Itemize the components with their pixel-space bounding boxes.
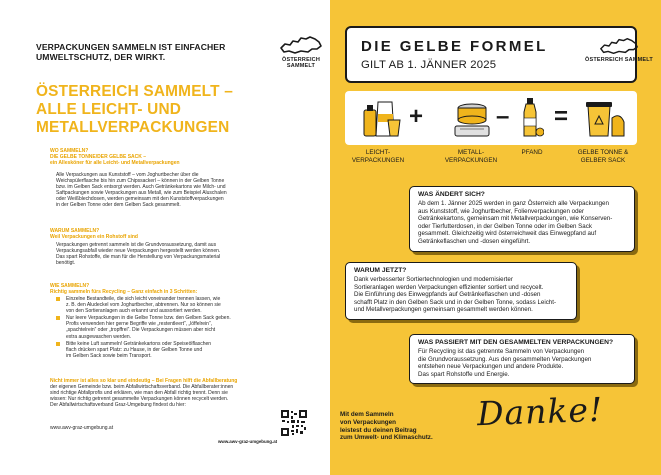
section-abfallberatung: Nicht immer ist alles so klar und eindeutig – Bei Fragen hilft die Abfallberatung der eigenen Gemeinde bzw. beim Abfallwirtschaftsverband. Die Abfallberater:innen sind richtige Abfallprofis und erklären, wie man den Abfall richtig trennt. Denn sie wissen: Nur richtig getrennt gesammelte Verpackungen können recycelt werden. Der Abfallwirtschaftsverband Graz-Umgebung findest du hier: [50,378,238,409]
section-warum-sammeln: WARUM SAMMELN? Weil Verpackungen ein Rohstoff sind [50,228,138,241]
website-link[interactable]: www.awv-graz-umgebung.at [50,425,114,431]
info-box-warum-jetzt: WARUM JETZT? Dank verbesserter Sortiertechnologien und modernisierter Sortieranlagen werden Verpackungen effizienter sortiert und recycelt. Die Einführung des Einwegpfands auf Getränkeflaschen und -dosen schafft Platz in den Gelben Sack und in der Gelben Tonne, sodass Leicht- und Metallverpackungen gemeinsam gesammelt werden können. [345,262,577,320]
plus-operator: + [409,103,424,130]
formula-label-tonne: GELBE TONNE & GELBER SACK [577,149,629,164]
section-wo-sammeln: WO SAMMELN? DIE GELBE TONNE/DER GELBE SACK – ein Allesköner für alle Leicht- und Metallverpackungen [50,148,180,167]
list-item: Nur leere Verpackungen in die Gelbe Tonne bzw. den Gelben Sack geben. Profis verwenden hier gerne Begriffe wie „restentleert“, „löffelrein“, „spachtelrein“ oder „tropffrei“. Die Verpackungen müssen aber nicht extra ausgewaschen werden. [56,315,306,339]
oesterreich-sammelt-logo: ÖSTERREICH SAMMELT [272,34,330,69]
tagline: VERPACKUNGEN SAMMELN IST EINFACHER UMWELTSCHUTZ, DER WIRKT. [36,42,226,62]
footer-url: www.awv-graz-umgebung.at [218,439,278,444]
left-page [0,0,330,475]
equals-operator: = [554,103,569,130]
metal-packaging-icon [452,98,492,140]
section-warum-sammeln-body: Verpackungen getrennt sammeln ist die Grundvoraussetzung, damit aus Verpackungsabfall wieder neue Verpackungen hergestellt werden können. Das spart Rohstoffe, die man für die Herstellung von Verpackungsmaterial benötigt. [56,242,221,267]
austria-map-icon [599,36,639,56]
list-item: Einzelne Bestandteile, die sich leicht voneinander trennen lassen, wie z. B. den Aludeckel vom Joghurtbecher, abtrennen. Nur so können sie von den Sortieranlagen auch erkannt und aussortiert werden. [56,296,306,314]
headline: ÖSTERREICH SAMMELT – ALLE LEICHT- UND METALLVERPACKUNGEN [36,83,233,136]
oesterreich-sammelt-logo: ÖSTERREICH SAMMELT [585,36,653,63]
closing-statement: Mit dem Sammeln von Verpackungen leistest du deinen Beitrag zum Umwelt- und Klimaschutz. [340,411,433,442]
steps-list [56,296,306,360]
info-box-was-passiert: WAS PASSIERT MIT DEN GESAMMELTEN VERPACKUNGEN? Für Recycling ist das getrennte Sammeln von Verpackungen die Grundvoraussetzung. Aus den gesammelten Verpackungen entstehen neue Verpackungen und andere Produkte. Das spart Rohstoffe und Energie. [409,334,635,384]
light-packaging-icon [362,96,402,140]
info-box-was-aendert-sich: WAS ÄNDERT SICH? Ab dem 1. Jänner 2025 werden in ganz Österreich alle Verpackungen aus Kunststoff, wie Joghurtbecher, Folienverpackungen oder Getränkekartons, gemeinsam mit Metallverpackungen, wie Konserven- oder Tierfutterdosen, in der Gelben Tonne oder im Gelben Sack gesammelt. Gleichzeitig wird österreichweit das Einwegpfand auf Getränkeflaschen und -dosen eingeführt. [409,186,635,252]
qr-code-icon[interactable] [281,410,307,436]
deposit-bottle-icon [518,96,544,140]
section-wie-sammeln: WIE SAMMELN? Richtig sammeln fürs Recycling – Ganz einfach in 3 Schritten: [50,283,198,296]
austria-map-icon [279,34,323,56]
section-wo-sammeln-body: Alle Verpackungen aus Kunststoff – vom Joghurtbecher über die Weichspülerflasche bis hin zum Chipssackerl – können in der Gelben Tonne bzw. im Gelben Sack entsorgt werden. Auch Getränkekartons wie Milch- und Saftpackungen sowie Verpackungen aus Metall, wie zum Beispiel Aluschalen oder Weißblechdosen, werden gemeinsam mit den Kunststoffverpackungen in der Gelben Tonne oder dem Gelben Sack gesammelt. [56,172,227,209]
formula-label-metall: METALL- VERPACKUNGEN [444,149,498,164]
yellow-bin-icon [584,96,628,140]
list-item: Bitte keine Luft sammeln! Getränkekartons oder Speiseölflaschen flach drücken spart Platz: zu Hause, in der Gelben Tonne und im Gelben Sack sowie beim Transport. [56,341,306,359]
minus-operator: – [496,103,510,130]
page-subtitle: GILT AB 1. JÄNNER 2025 [361,59,497,71]
formula-label-pfand: PFAND [521,149,543,156]
formula-label-leicht: LEICHT- VERPACKUNGEN [351,149,405,164]
page-title: DIE GELBE FORMEL [361,38,548,55]
danke-lettering: Danke! [476,389,604,434]
